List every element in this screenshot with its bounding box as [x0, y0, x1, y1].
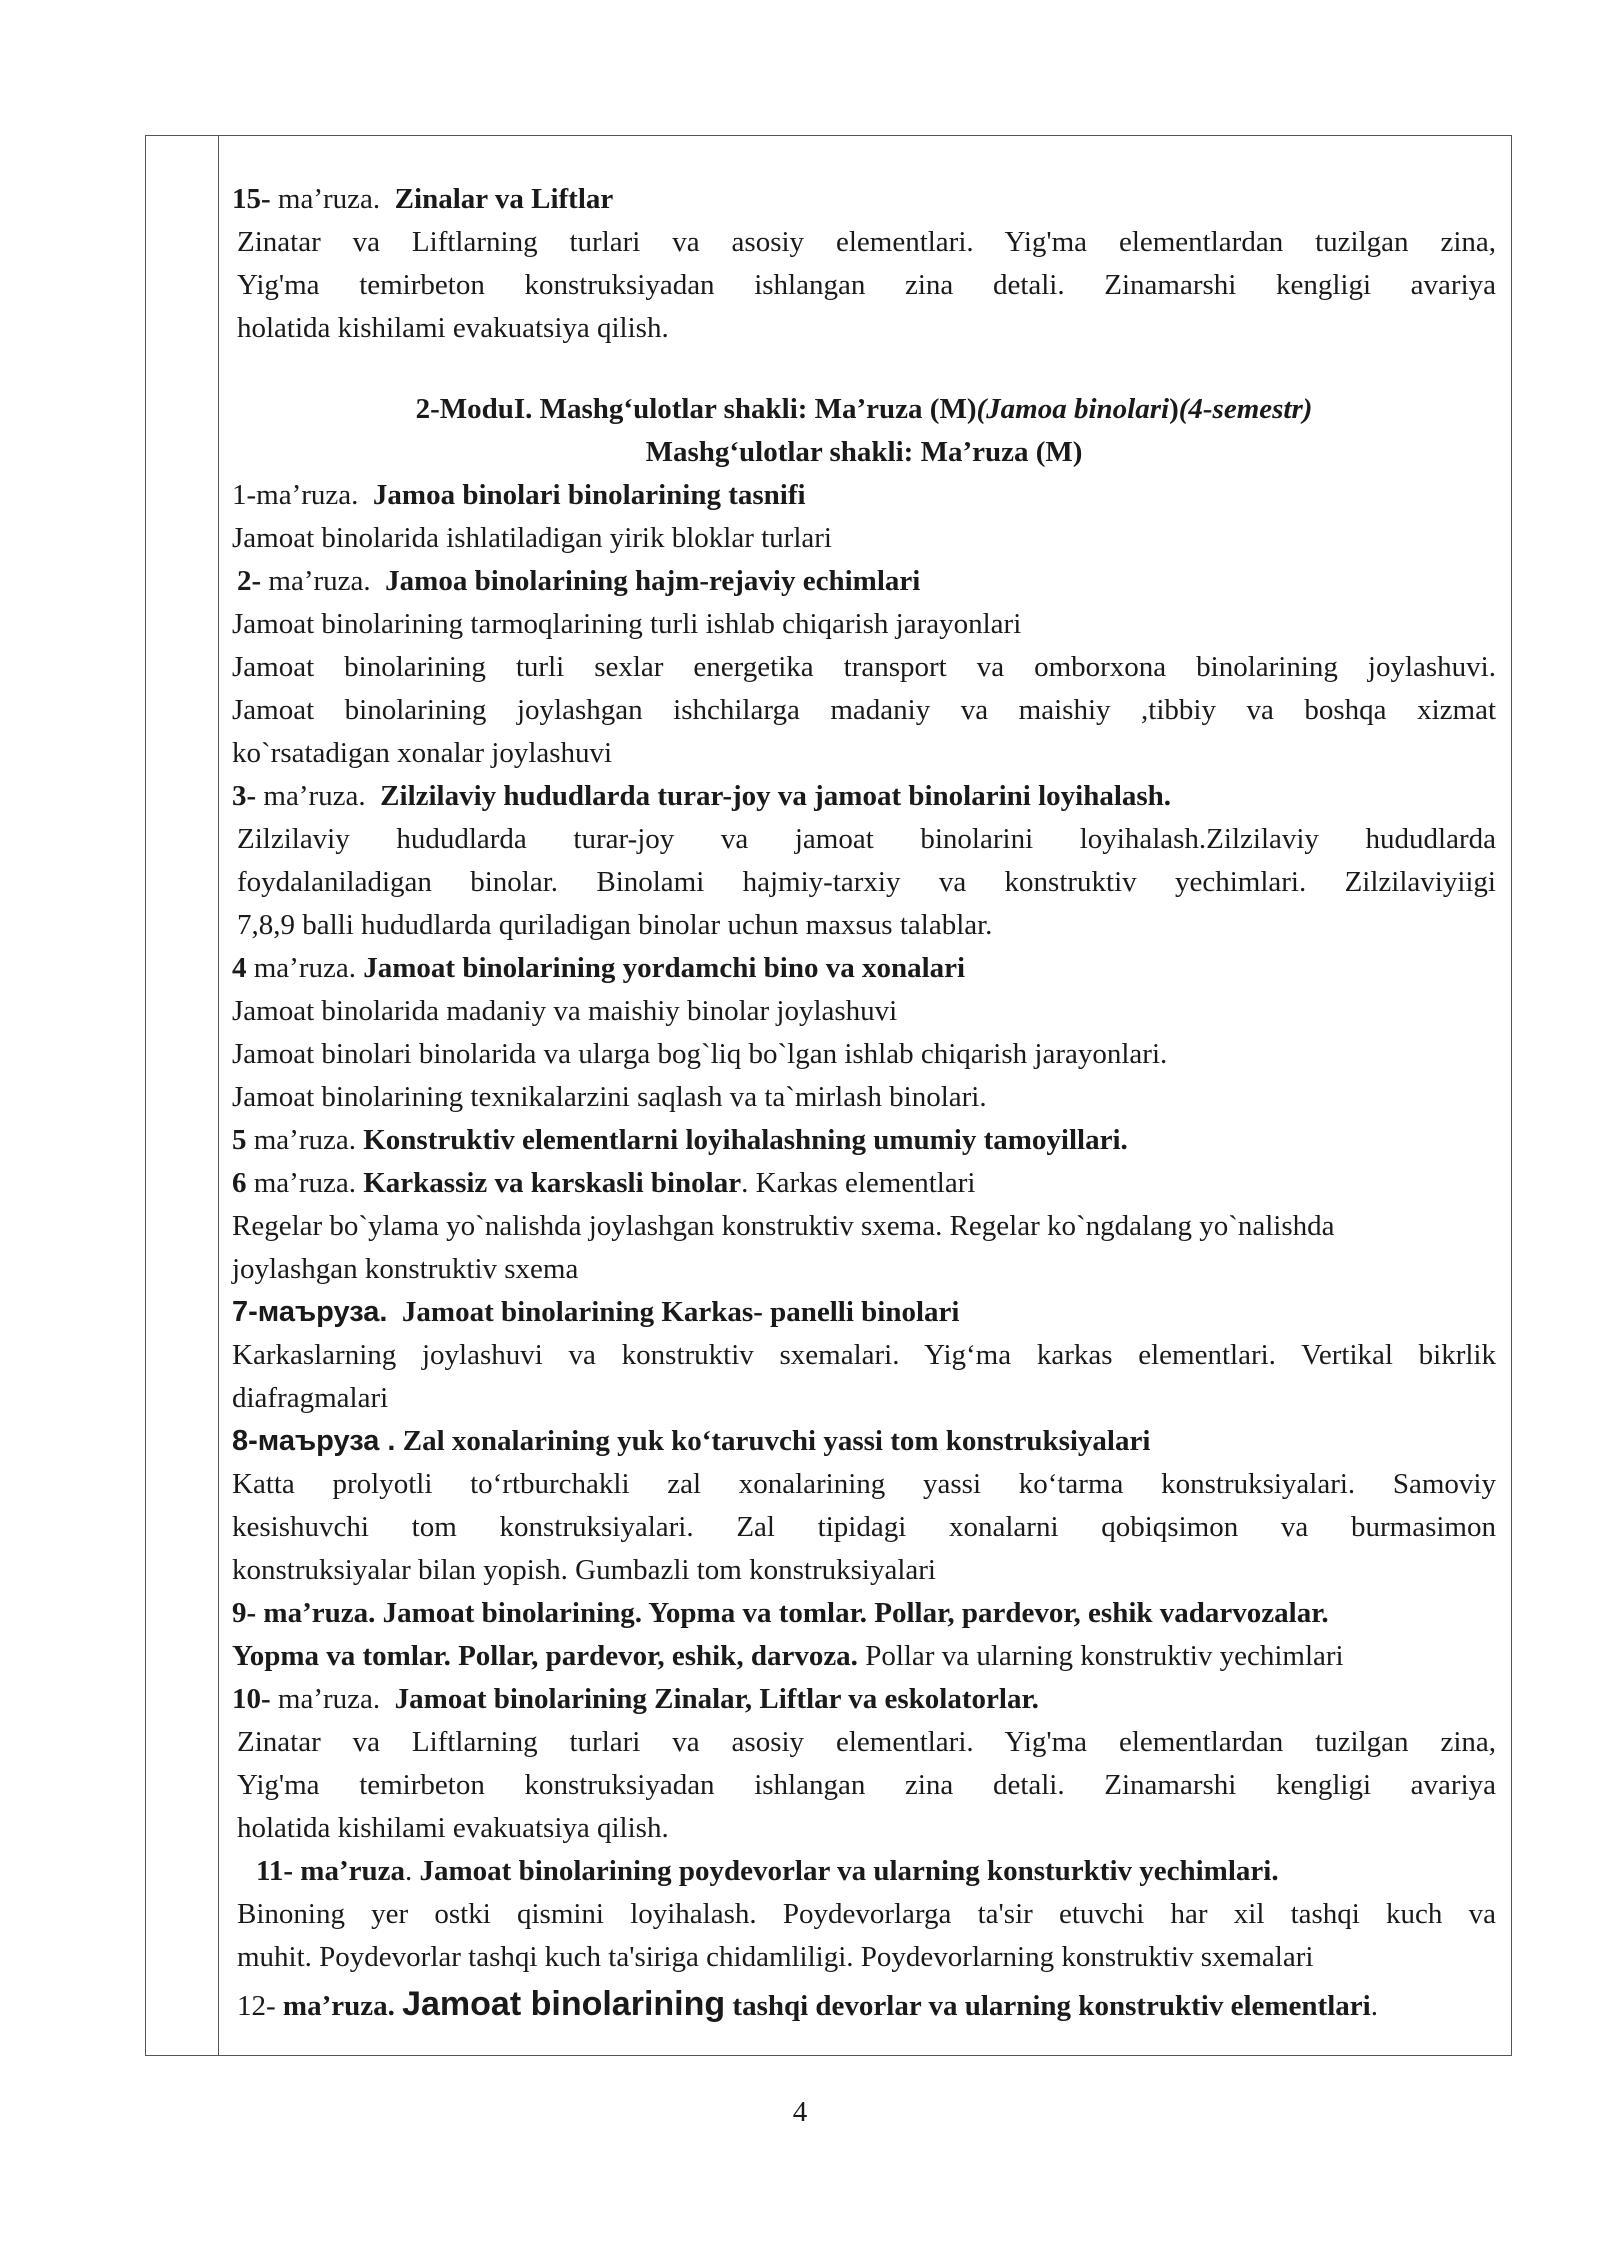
lecture-8-heading: 8-маъруза . Zal xonalarining yuk ko‘taruvchi yassi tom konstruksiyalari — [232, 1425, 1151, 1457]
lecture-10-text: Zinatar va Liftlarning turlari va asosiy elementlari. Yig'ma elementlardan tuzilgan zina, — [237, 1726, 1496, 1758]
lecture-7-heading: 7-маъруза. Jamoat binolarining Karkas- panelli binolari — [232, 1296, 960, 1328]
lecture-1-text: Jamoat binolarida ishlatiladigan yirik bloklar turlari — [232, 522, 832, 554]
lecture-4-text: Jamoat binolari binolarida va ularga bog`liq bo`lgan ishlab chiqarish jarayonlari. — [232, 1038, 1168, 1070]
lecture-7-text: Karkaslarning joylashuvi va konstruktiv sxemalari. Yig‘ma karkas elementlari. Vertikal bikrlik — [232, 1339, 1496, 1371]
lecture-2-text: Jamoat binolarining tarmoqlarining turli ishlab chiqarish jarayonlari — [232, 608, 1022, 640]
lecture-4-text: Jamoat binolarida madaniy va maishiy binolar joylashuvi — [232, 995, 898, 1027]
lecture-3-heading: 3- ma’ruza. Zilzilaviy hududlarda turar-joy va jamoat binolarini loyihalash. — [232, 780, 1172, 812]
lecture-15-heading: 15- ma’ruza. Zinalar va Liftlar — [232, 183, 614, 215]
lecture-6-text: joylashgan konstruktiv sxema — [232, 1253, 579, 1285]
lecture-9-heading: 9- ma’ruza. Jamoat binolarining. Yopma va tomlar. Pollar, pardevor, eshik vadarvozalar. — [232, 1597, 1329, 1629]
lecture-11-heading: 11- ma’ruza. Jamoat binolarining poydevorlar va ularning konsturktiv yechimlari. — [256, 1855, 1279, 1887]
lecture-2-heading: 2- ma’ruza. Jamoa binolarining hajm-rejaviy echimlari — [237, 565, 921, 597]
content-table — [145, 135, 1512, 2056]
lecture-2-text: Jamoat binolarining joylashgan ishchilarga madaniy va maishiy ,tibbiy va boshqa xizmat — [232, 694, 1496, 726]
lecture-8-text: konstruksiyalar bilan yopish. Gumbazli tom konstruksiyalari — [232, 1554, 936, 1586]
module-subheading: Mashg‘ulotlar shakli: Ma’ruza (M) — [645, 436, 1083, 468]
lecture-10-text: Yig'ma temirbeton konstruksiyadan ishlangan zina detali. Zinamarshi kengligi avariya — [237, 1769, 1496, 1801]
lecture-3-text: Zilzilaviy hududlarda turar-joy va jamoat binolarini loyihalash.Zilzilaviy hududlarda — [237, 823, 1496, 855]
lecture-1-heading: 1-ma’ruza. Jamoa binolari binolarining tasnifi — [232, 479, 806, 511]
lecture-6-text: Regelar bo`ylama yo`nalishda joylashgan konstruktiv sxema. Regelar ko`ngdalang yo`nalishda — [232, 1210, 1335, 1242]
lecture-4-heading: 4 ma’ruza. Jamoat binolarining yordamchi bino va xonalari — [232, 952, 966, 984]
lecture-2-text: ko`rsatadigan xonalar joylashuvi — [232, 737, 613, 769]
lecture-12-heading: 12- ma’ruza. Jamoat binolarining tashqi devorlar va ularning konstruktiv elementlari. — [237, 1985, 1378, 2023]
lecture-7-text: diafragmalari — [232, 1382, 389, 1414]
page-number: 4 — [792, 2096, 808, 2128]
lecture-9-text: Yopma va tomlar. Pollar, pardevor, eshik, darvoza. Pollar va ularning konstruktiv yechimlari — [232, 1640, 1344, 1672]
lecture-3-text: 7,8,9 balli hududlarda quriladigan binolar uchun maxsus talablar. — [237, 909, 993, 941]
lecture-15-text: holatida kishilami evakuatsiya qilish. — [237, 312, 669, 344]
lecture-6-heading: 6 ma’ruza. Karkassiz va karskasli binolar. Karkas elementlari — [232, 1167, 976, 1199]
lecture-15-text: Yig'ma temirbeton konstruksiyadan ishlangan zina detali. Zinamarshi kengligi avariya — [237, 269, 1496, 301]
table-left-column — [146, 136, 219, 2055]
table-content-cell — [232, 178, 1496, 2028]
lecture-11-text: Binoning yer ostki qismini loyihalash. Poydevorlarga ta'sir etuvchi har xil tashqi kuch va — [237, 1898, 1496, 1930]
lecture-3-text: foydalaniladigan binolar. Binolami hajmiy-tarxiy va konstruktiv yechimlari. Zilzilaviyiigi — [237, 866, 1496, 898]
lecture-15-text: Zinatar va Liftlarning turlari va asosiy elementlari. Yig'ma elementlardan tuzilgan zina, — [237, 226, 1496, 258]
module-heading: 2-ModuI. Mashg‘ulotlar shakli: Ma’ruza (M)(Jamoa binolari)(4-semestr) — [415, 393, 1313, 425]
lecture-8-text: Katta prolyotli to‘rtburchakli zal xonalarining yassi ko‘tarma konstruksiyalari. Samoviy — [232, 1468, 1496, 1500]
lecture-2-text: Jamoat binolarining turli sexlar energetika transport va omborxona binolarining joylashuvi. — [232, 651, 1496, 683]
lecture-8-text: kesishuvchi tom konstruksiyalari. Zal tipidagi xonalarni qobiqsimon va burmasimon — [232, 1511, 1496, 1543]
lecture-10-text: holatida kishilami evakuatsiya qilish. — [237, 1812, 669, 1844]
lecture-5-heading: 5 ma’ruza. Konstruktiv elementlarni loyihalashning umumiy tamoyillari. — [232, 1124, 1128, 1156]
lecture-4-text: Jamoat binolarining texnikalarzini saqlash va ta`mirlash binolari. — [232, 1081, 987, 1113]
lecture-11-text: muhit. Poydevorlar tashqi kuch ta'siriga chidamliligi. Poydevorlarning konstruktiv sxemalari — [237, 1941, 1314, 1973]
lecture-10-heading: 10- ma’ruza. Jamoat binolarining Zinalar, Liftlar va eskolatorlar. — [232, 1683, 1039, 1715]
